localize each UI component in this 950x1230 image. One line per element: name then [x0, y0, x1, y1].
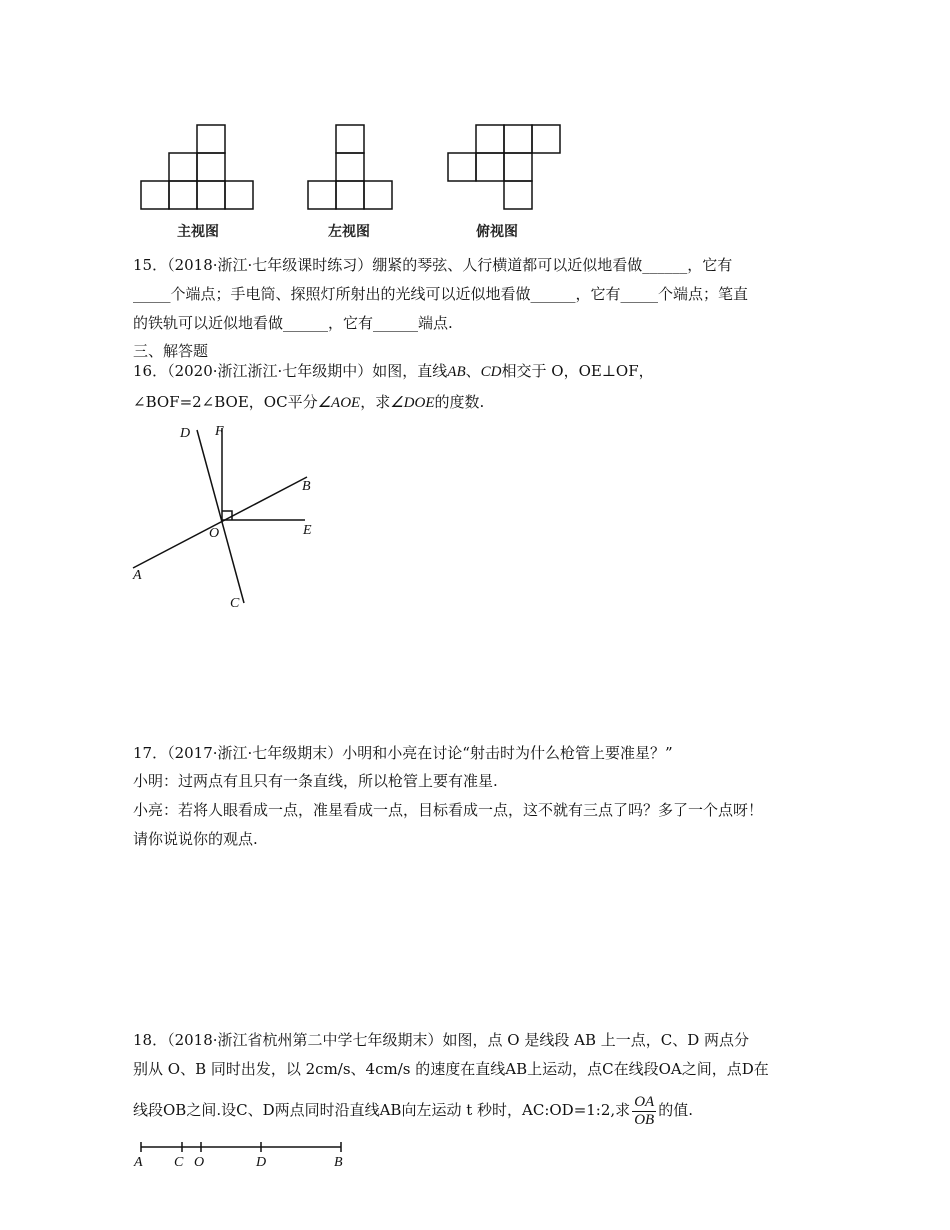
fraction-numerator: OA	[634, 1093, 655, 1110]
q16-label-o: O	[209, 526, 220, 541]
fraction-denominator: OB	[634, 1111, 655, 1128]
top-view	[448, 125, 560, 209]
q16-line1	[133, 361, 654, 382]
left-view	[308, 125, 392, 209]
q16-line2-suffix: 的度数.	[434, 393, 485, 411]
q18-segment-figure	[135, 1140, 350, 1160]
q18-label-c: C	[174, 1155, 184, 1170]
q16-line2-prefix: ∠BOF=2∠BOE，OC平分	[133, 393, 318, 411]
line-dc	[197, 430, 244, 603]
q18-line3-prefix: 线段OB之间.设C、D两点同时沿直线AB向左运动 t 秒时，AC:OD=1:2,求	[133, 1101, 631, 1119]
q16-figure	[125, 420, 335, 615]
q18-label-d: D	[256, 1155, 267, 1170]
q17-line4: 请你说说你的观点.	[133, 830, 258, 848]
q16-label-f: F	[215, 424, 224, 439]
q16-line1-prefix: 16．（2020·浙江浙江·七年级期中）如图，直线	[133, 362, 448, 380]
three-views-figure	[130, 115, 580, 215]
q16-label-c: C	[230, 596, 240, 611]
q15-line3: 的铁轨可以近似地看做______，它有______端点.	[133, 314, 453, 332]
q16-line2	[133, 392, 484, 413]
q16-angle-doe: ∠DOE	[390, 395, 435, 411]
q18-label-b: B	[334, 1155, 343, 1170]
top-view-caption: 俯视图	[476, 224, 518, 240]
left-view-caption: 左视图	[328, 224, 370, 240]
q16-angle-aoe: ∠AOE	[317, 395, 361, 411]
q18-label-o: O	[194, 1155, 205, 1170]
q17-line3: 小亮：若将人眼看成一点，准星看成一点，目标看成一点，这不就有三点了吗？多了一个点呀！	[133, 801, 764, 819]
q16-sep: 、	[465, 362, 481, 380]
q18-line3	[133, 1090, 693, 1130]
q16-line2-mid: ，求	[360, 393, 391, 411]
front-view	[141, 125, 253, 209]
q15-line1: 15．（2018·浙江·七年级课时练习）绷紧的琴弦、人行横道都可以近似地看做______，它有	[133, 256, 733, 274]
q17-line1: 17．（2017·浙江·七年级期末）小明和小亮在讨论“射击时为什么枪管上要准星？”	[133, 744, 673, 762]
front-view-caption: 主视图	[177, 224, 219, 240]
q18-line2: 别从 O、B 同时出发，以 2cm/s、4cm/s 的速度在直线AB上运动，点C在线段OA之间，点D在	[133, 1060, 769, 1078]
line-ab	[133, 477, 307, 568]
q18-fraction	[632, 1094, 656, 1129]
q16-label-a: A	[133, 568, 142, 583]
q16-label-d: D	[180, 426, 191, 441]
q16-label-b: B	[302, 479, 311, 494]
q15-line2: _____个端点；手电筒、探照灯所射出的光线可以近似地看做______，它有_____个端点；笔直	[133, 285, 749, 303]
q16-label-e: E	[303, 523, 312, 538]
q16-line1-suffix: 相交于 O，OE⊥OF，	[501, 362, 654, 380]
q18-label-a: A	[134, 1155, 143, 1170]
q16-ab: AB	[447, 364, 466, 380]
q16-cd: CD	[480, 364, 502, 380]
q18-line3-suffix: 的值.	[658, 1101, 693, 1119]
q18-line1: 18．（2018·浙江省杭州第二中学七年级期末）如图，点 O 是线段 AB 上一点，C、D 两点分	[133, 1031, 750, 1049]
section-heading: 三、解答题	[133, 342, 209, 360]
q17-line2: 小明：过两点有且只有一条直线，所以枪管上要有准星.	[133, 772, 498, 790]
